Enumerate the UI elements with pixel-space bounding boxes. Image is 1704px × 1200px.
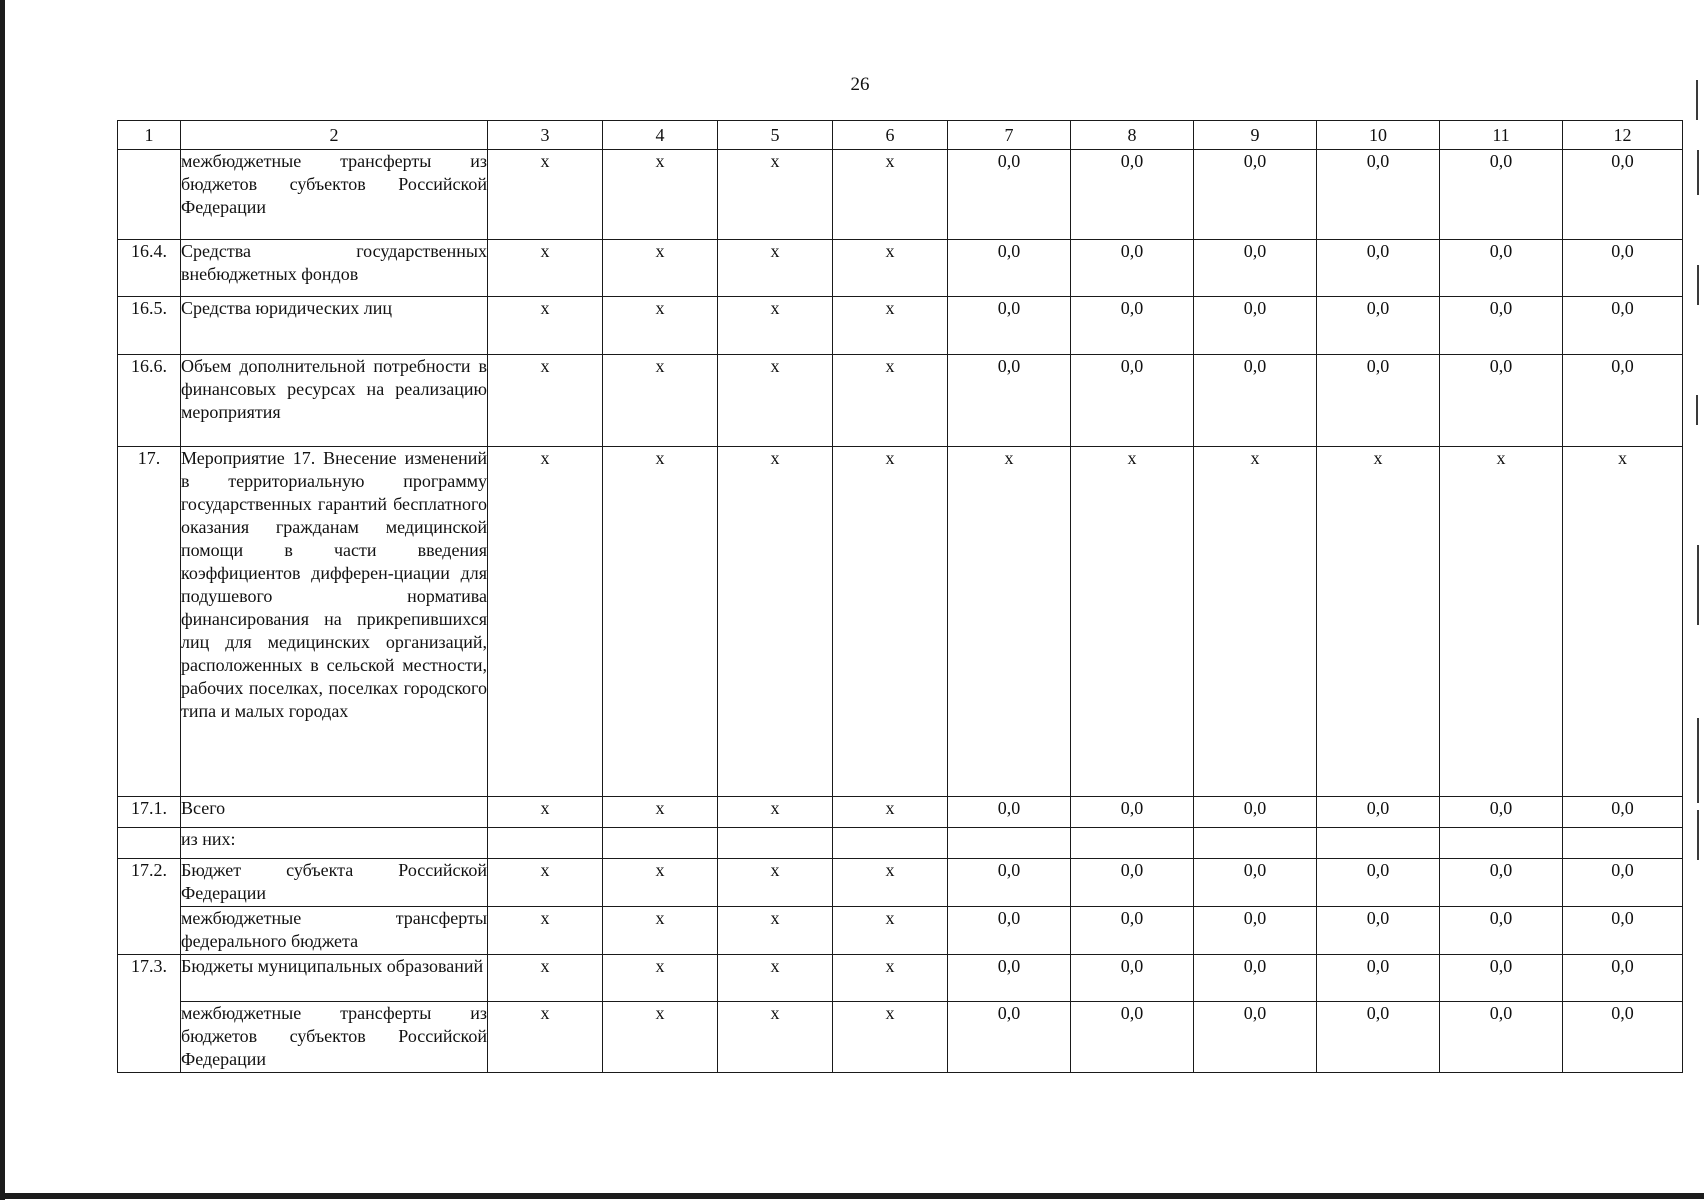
scan-margin-mark (1697, 265, 1699, 305)
value-cell: 0,0 (948, 955, 1071, 1002)
value-cell: 0,0 (1194, 797, 1317, 828)
value-cell: х (718, 955, 833, 1002)
row-number: 16.5. (118, 297, 181, 355)
table-row (118, 955, 1683, 1002)
row-description: межбюджетные трансферты из бюджетов субъектов Российской Федерации (181, 1002, 488, 1073)
value-cell: х (833, 797, 948, 828)
header-cell: 11 (1440, 121, 1563, 150)
value-cell: х (1071, 447, 1194, 797)
value-cell: х (1317, 447, 1440, 797)
table-row (118, 240, 1683, 297)
value-cell: х (718, 297, 833, 355)
budget-table (117, 120, 1683, 1073)
value-cell: 0,0 (1317, 955, 1440, 1002)
value-cell: 0,0 (1317, 797, 1440, 828)
value-cell: 0,0 (1440, 297, 1563, 355)
value-cell: х (488, 297, 603, 355)
value-cell: 0,0 (1563, 297, 1683, 355)
value-cell: 0,0 (1071, 1002, 1194, 1073)
value-cell: х (488, 797, 603, 828)
value-cell: х (833, 1002, 948, 1073)
value-cell: х (718, 150, 833, 240)
header-cell: 7 (948, 121, 1071, 150)
row-description: межбюджетные трансферты из бюджетов субъектов Российской Федерации (181, 150, 488, 240)
value-cell: 0,0 (1440, 1002, 1563, 1073)
value-cell: х (603, 907, 718, 955)
value-cell (948, 828, 1071, 859)
scan-margin-mark (1696, 395, 1698, 425)
value-cell (1317, 828, 1440, 859)
scan-margin-mark (1697, 810, 1699, 860)
table-row (118, 297, 1683, 355)
table-row (118, 1002, 1683, 1073)
value-cell: х (488, 240, 603, 297)
value-cell: 0,0 (1563, 355, 1683, 447)
value-cell: х (488, 907, 603, 955)
row-description: Средства государственных внебюджетных фондов (181, 240, 488, 297)
value-cell: х (833, 355, 948, 447)
header-cell: 3 (488, 121, 603, 150)
value-cell: 0,0 (1563, 955, 1683, 1002)
table-row (118, 828, 1683, 859)
value-cell: 0,0 (1071, 150, 1194, 240)
value-cell: 0,0 (1317, 355, 1440, 447)
value-cell: х (833, 907, 948, 955)
header-cell: 1 (118, 121, 181, 150)
value-cell: 0,0 (1440, 797, 1563, 828)
header-cell: 8 (1071, 121, 1194, 150)
value-cell: 0,0 (1194, 859, 1317, 907)
row-number: 16.4. (118, 240, 181, 297)
value-cell: 0,0 (948, 1002, 1071, 1073)
value-cell: 0,0 (1071, 955, 1194, 1002)
header-row (118, 121, 1683, 150)
value-cell: х (833, 955, 948, 1002)
value-cell: 0,0 (948, 355, 1071, 447)
value-cell: х (833, 240, 948, 297)
table-row (118, 447, 1683, 797)
value-cell: х (488, 955, 603, 1002)
row-number: 17.3. (118, 955, 181, 1073)
header-cell: 6 (833, 121, 948, 150)
value-cell: х (603, 447, 718, 797)
value-cell: 0,0 (1317, 907, 1440, 955)
value-cell: 0,0 (1563, 150, 1683, 240)
value-cell: х (603, 859, 718, 907)
value-cell: х (718, 797, 833, 828)
value-cell: 0,0 (1071, 240, 1194, 297)
row-number: 17. (118, 447, 181, 797)
value-cell: 0,0 (1071, 797, 1194, 828)
row-number: 17.2. (118, 859, 181, 955)
scan-left-edge (0, 0, 5, 1200)
row-description: из них: (181, 828, 488, 859)
value-cell: 0,0 (1563, 797, 1683, 828)
value-cell: х (833, 297, 948, 355)
value-cell: 0,0 (1440, 150, 1563, 240)
table-header (118, 121, 1683, 150)
value-cell: х (718, 1002, 833, 1073)
value-cell: х (488, 1002, 603, 1073)
header-cell: 2 (181, 121, 488, 150)
value-cell: х (603, 150, 718, 240)
value-cell: 0,0 (1194, 1002, 1317, 1073)
scan-margin-mark (1697, 150, 1699, 195)
scan-margin-mark (1696, 80, 1698, 120)
value-cell: 0,0 (1440, 240, 1563, 297)
value-cell: х (1563, 447, 1683, 797)
value-cell: х (603, 797, 718, 828)
value-cell (833, 828, 948, 859)
value-cell: х (718, 240, 833, 297)
scan-margin-mark (1697, 718, 1699, 803)
value-cell: 0,0 (1071, 297, 1194, 355)
value-cell: 0,0 (1563, 1002, 1683, 1073)
header-cell: 5 (718, 121, 833, 150)
value-cell: 0,0 (1194, 955, 1317, 1002)
value-cell: 0,0 (1440, 355, 1563, 447)
value-cell: 0,0 (948, 297, 1071, 355)
value-cell: 0,0 (1440, 907, 1563, 955)
row-description: Всего (181, 797, 488, 828)
value-cell (488, 828, 603, 859)
value-cell: 0,0 (1071, 907, 1194, 955)
table-row (118, 859, 1683, 907)
value-cell: 0,0 (948, 797, 1071, 828)
header-cell: 12 (1563, 121, 1683, 150)
row-description: Бюджеты муниципальных образований (181, 955, 488, 1002)
value-cell: х (488, 859, 603, 907)
value-cell: 0,0 (1563, 240, 1683, 297)
value-cell: х (718, 355, 833, 447)
header-cell: 9 (1194, 121, 1317, 150)
value-cell: х (833, 150, 948, 240)
value-cell: х (718, 859, 833, 907)
row-number: 16.6. (118, 355, 181, 447)
value-cell: 0,0 (1071, 355, 1194, 447)
table-row (118, 355, 1683, 447)
value-cell: х (488, 447, 603, 797)
value-cell: 0,0 (1071, 859, 1194, 907)
scan-bottom-edge (0, 1193, 1704, 1199)
value-cell: х (603, 1002, 718, 1073)
value-cell: 0,0 (948, 859, 1071, 907)
value-cell: 0,0 (1440, 859, 1563, 907)
value-cell: 0,0 (1317, 150, 1440, 240)
row-number (118, 828, 181, 859)
value-cell: 0,0 (1317, 297, 1440, 355)
value-cell: х (488, 150, 603, 240)
value-cell: 0,0 (948, 907, 1071, 955)
row-description: Бюджет субъекта Российской Федерации (181, 859, 488, 907)
value-cell: х (833, 859, 948, 907)
row-description: межбюджетные трансферты федерального бюджета (181, 907, 488, 955)
value-cell: 0,0 (1563, 907, 1683, 955)
value-cell (1194, 828, 1317, 859)
value-cell: х (718, 907, 833, 955)
value-cell (1440, 828, 1563, 859)
row-number (118, 150, 181, 240)
value-cell (1071, 828, 1194, 859)
value-cell: 0,0 (948, 240, 1071, 297)
value-cell: х (603, 297, 718, 355)
value-cell: 0,0 (1194, 297, 1317, 355)
value-cell: х (833, 447, 948, 797)
value-cell: 0,0 (1563, 859, 1683, 907)
value-cell: 0,0 (1317, 1002, 1440, 1073)
row-description: Объем дополнительной потребности в финансовых ресурсах на реализацию мероприятия (181, 355, 488, 447)
table-row (118, 150, 1683, 240)
scan-margin-mark (1697, 545, 1699, 625)
value-cell: 0,0 (1317, 859, 1440, 907)
row-description: Мероприятие 17. Внесение изменений в территориальную программу государственных гарантий бесплатного оказания гражданам медицинской помощи в части введения коэффициентов дифферен-циации для подушевого норматива финансирования на прикрепившихся лиц для медицинских организаций, расположенных в сельской местности, рабочих поселках, поселках городского типа и малых городах (181, 447, 488, 797)
page-number: 26 (850, 74, 870, 95)
value-cell (1563, 828, 1683, 859)
value-cell: 0,0 (1194, 150, 1317, 240)
value-cell: х (603, 240, 718, 297)
value-cell (603, 828, 718, 859)
value-cell: 0,0 (1194, 240, 1317, 297)
row-description: Средства юридических лиц (181, 297, 488, 355)
value-cell: х (718, 447, 833, 797)
table-row (118, 797, 1683, 828)
value-cell: х (1440, 447, 1563, 797)
value-cell: 0,0 (948, 150, 1071, 240)
value-cell: х (488, 355, 603, 447)
header-cell: 4 (603, 121, 718, 150)
value-cell: х (603, 355, 718, 447)
value-cell (718, 828, 833, 859)
value-cell: 0,0 (1440, 955, 1563, 1002)
header-cell: 10 (1317, 121, 1440, 150)
value-cell: 0,0 (1194, 355, 1317, 447)
value-cell: 0,0 (1194, 907, 1317, 955)
value-cell: х (603, 955, 718, 1002)
value-cell: 0,0 (1317, 240, 1440, 297)
table-row (118, 907, 1683, 955)
row-number: 17.1. (118, 797, 181, 828)
value-cell: х (948, 447, 1071, 797)
value-cell: х (1194, 447, 1317, 797)
